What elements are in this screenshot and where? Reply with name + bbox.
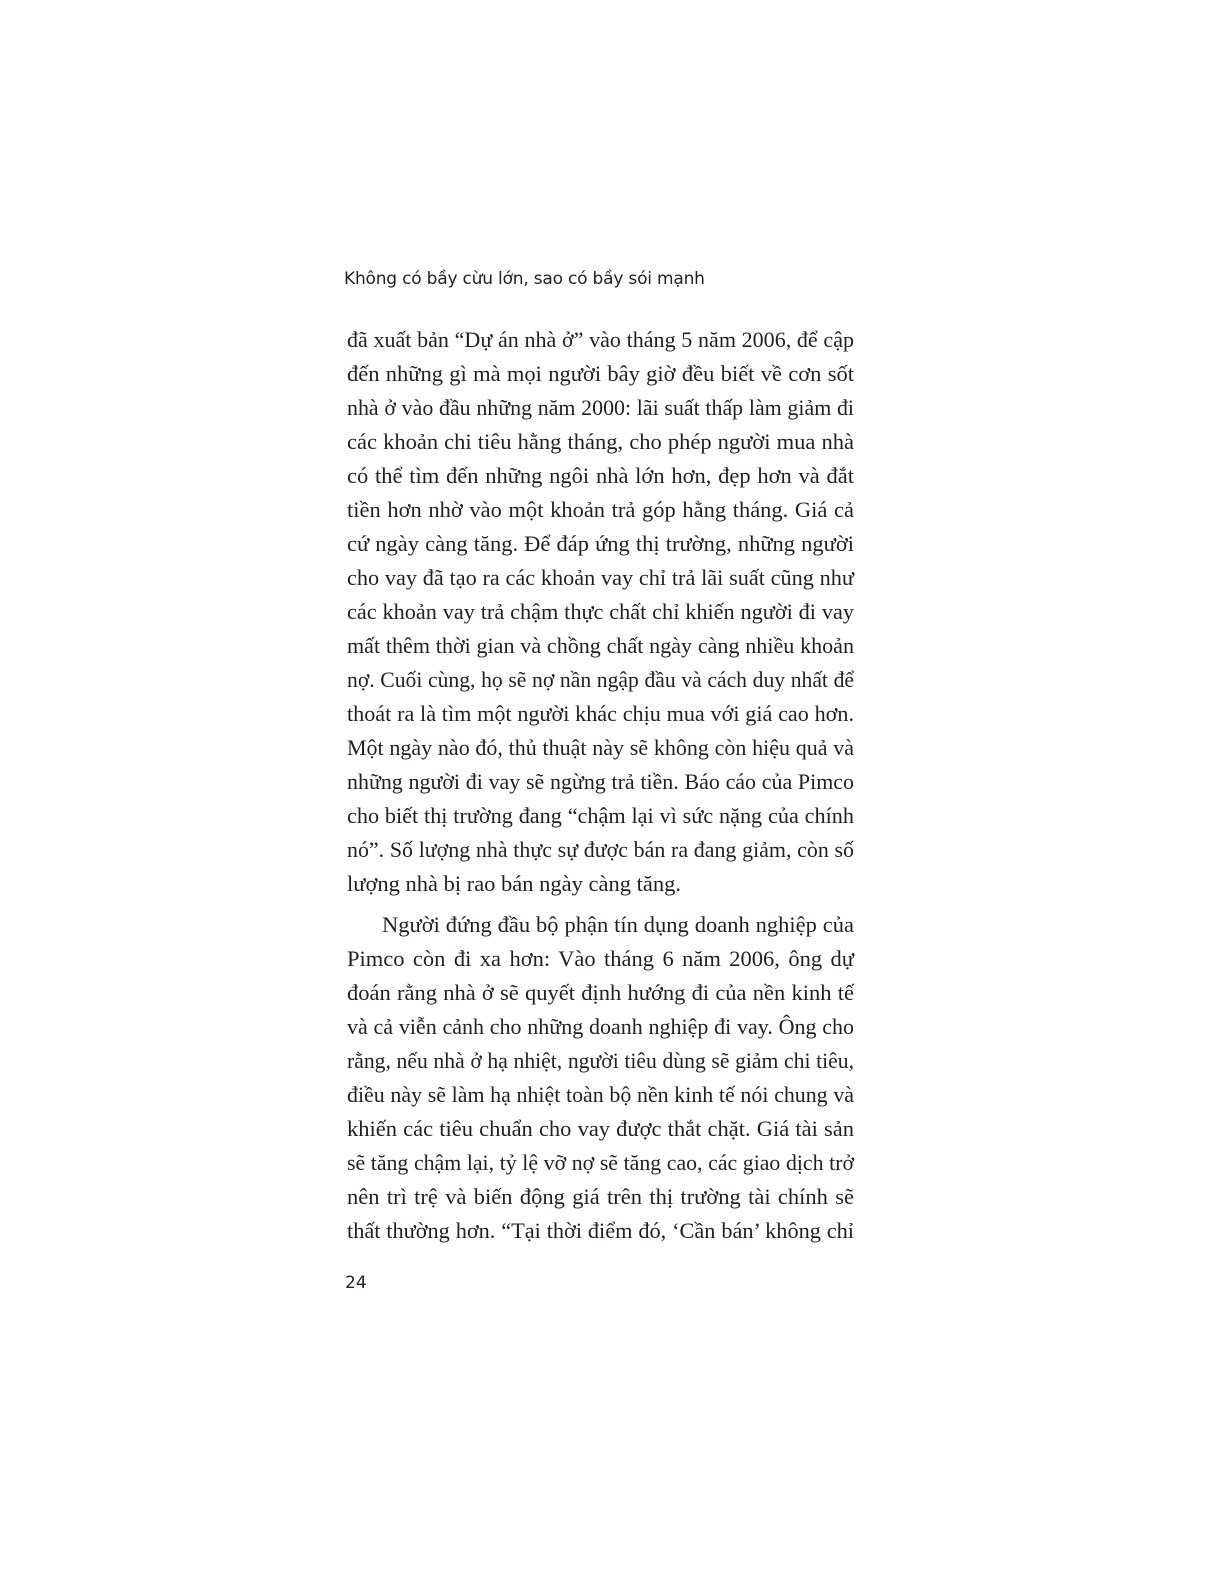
- text-line: mất thêm thời gian và chồng chất ngày càng nhiều khoản: [347, 633, 854, 658]
- body-text: [347, 323, 854, 1248]
- text-line: thoát ra là tìm một người khác chịu mua với giá cao hơn.: [347, 701, 854, 726]
- paragraph: [347, 908, 854, 1248]
- text-line: các khoản chi tiêu hằng tháng, cho phép người mua nhà: [347, 429, 854, 454]
- text-line: cứ ngày càng tăng. Để đáp ứng thị trường, những người: [347, 531, 854, 556]
- text-line: nên trì trệ và biến động giá trên thị trường tài chính sẽ: [347, 1184, 854, 1209]
- text-line: đã xuất bản “Dự án nhà ở” vào tháng 5 năm 2006, để cập: [347, 327, 854, 352]
- text-line: khiến các tiêu chuẩn cho vay được thắt chặt. Giá tài sản: [347, 1116, 854, 1141]
- text-line: Người đứng đầu bộ phận tín dụng doanh nghiệp của: [382, 912, 854, 937]
- text-line: nó”. Số lượng nhà thực sự được bán ra đang giảm, còn số: [347, 837, 854, 862]
- text-line: tiền hơn nhờ vào một khoản trả góp hằng tháng. Giá cả: [347, 497, 854, 522]
- paragraph: [347, 323, 854, 901]
- text-line: nhà ở vào đầu những năm 2000: lãi suất thấp làm giảm đi: [347, 395, 854, 420]
- text-line: cho biết thị trường đang “chậm lại vì sức nặng của chính: [347, 803, 854, 828]
- text-line: có thể tìm đến những ngôi nhà lớn hơn, đẹp hơn và đắt: [347, 463, 854, 488]
- text-line: Pimco còn đi xa hơn: Vào tháng 6 năm 2006, ông dự: [347, 946, 854, 971]
- text-line: đến những gì mà mọi người bây giờ đều biết về cơn sốt: [347, 361, 854, 386]
- text-line: nợ. Cuối cùng, họ sẽ nợ nần ngập đầu và cách duy nhất để: [347, 668, 854, 692]
- text-line: thất thường hơn. “Tại thời điểm đó, ‘Cần bán’ không chỉ: [347, 1218, 854, 1243]
- paragraph-gap: [347, 901, 854, 908]
- text-line: sẽ tăng chậm lại, tỷ lệ vỡ nợ sẽ tăng cao, các giao dịch trở: [347, 1151, 854, 1175]
- text-line: rằng, nếu nhà ở hạ nhiệt, người tiêu dùng sẽ giảm chi tiêu,: [347, 1049, 854, 1073]
- text-line: điều này sẽ làm hạ nhiệt toàn bộ nền kinh tế nói chung và: [347, 1082, 854, 1107]
- text-line: cho vay đã tạo ra các khoản vay chỉ trả lãi suất cũng như: [347, 565, 854, 590]
- page-number: 24: [345, 1273, 367, 1293]
- text-line: và cả viễn cảnh cho những doanh nghiệp đi vay. Ông cho: [347, 1014, 854, 1039]
- text-line: những người đi vay sẽ ngừng trả tiền. Báo cáo của Pimco: [347, 769, 854, 794]
- running-header: Không có bầy cừu lớn, sao có bầy sói mạnh: [344, 269, 705, 289]
- text-line: Một ngày nào đó, thủ thuật này sẽ không còn hiệu quả và: [347, 735, 854, 760]
- text-line: lượng nhà bị rao bán ngày càng tăng.: [347, 871, 681, 896]
- text-line: các khoản vay trả chậm thực chất chỉ khiến người đi vay: [347, 599, 854, 624]
- text-line: đoán rằng nhà ở sẽ quyết định hướng đi của nền kinh tế: [347, 980, 854, 1005]
